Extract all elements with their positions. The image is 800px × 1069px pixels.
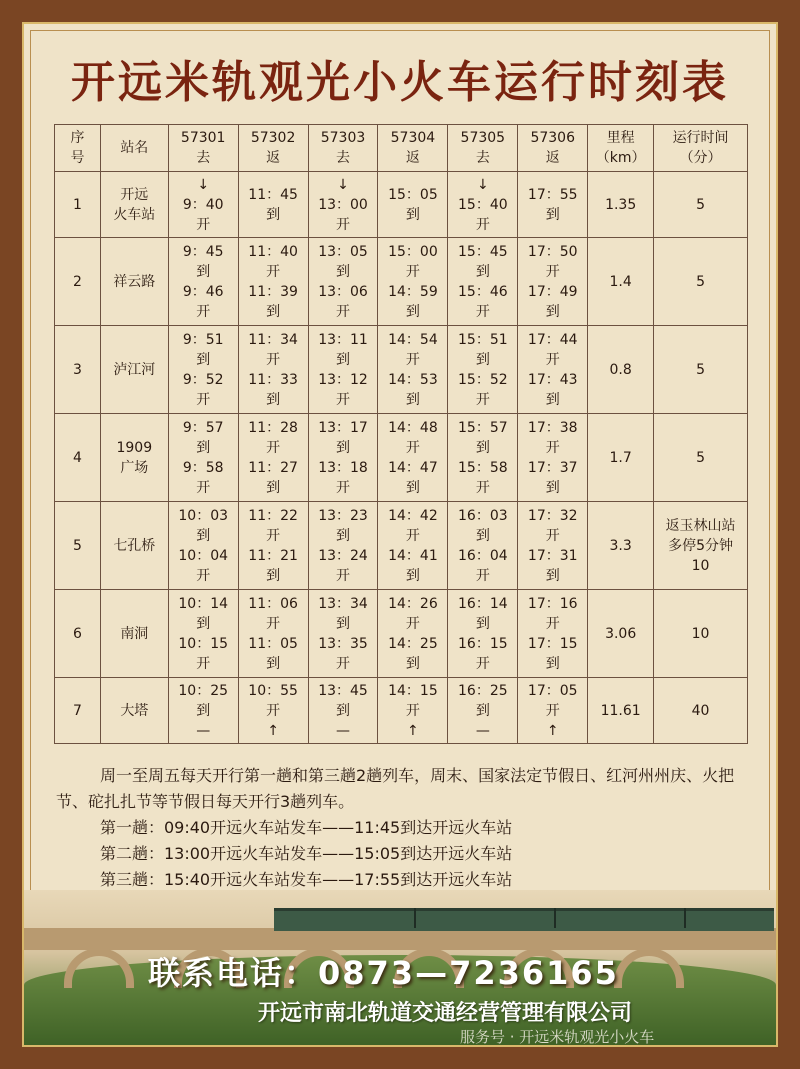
header-train-57302 <box>238 125 308 172</box>
row-station: 开远 火车站 <box>100 172 168 238</box>
table-row <box>55 326 748 414</box>
row-seq: 6 <box>55 590 101 678</box>
time-cell: 14：48 开 14：47 到 <box>378 414 448 502</box>
viaduct <box>24 928 776 950</box>
row-station: 泸江河 <box>100 326 168 414</box>
row-seq: 3 <box>55 326 101 414</box>
train-direction: 返 <box>266 150 281 166</box>
time-cell: 11：40 开 11：39 到 <box>238 238 308 326</box>
time-cell: 17：50 开 17：49 到 <box>518 238 588 326</box>
time-cell: 13：05 到 13：06 开 <box>308 238 378 326</box>
header-station: 站名 <box>100 125 168 172</box>
row-mileage: 3.06 <box>588 590 654 678</box>
page-title: 开远米轨观光小火车运行时刻表 <box>71 57 729 108</box>
row-runtime: 10 <box>654 590 748 678</box>
time-cell: 17：55 到 <box>518 172 588 238</box>
table-row <box>55 414 748 502</box>
time-cell: 10：03 到 10：04 开 <box>168 502 238 590</box>
header-train-57303 <box>308 125 378 172</box>
time-cell: 17：44 开 17：43 到 <box>518 326 588 414</box>
train-number: 57304 <box>390 130 436 146</box>
time-cell: 13：11 到 13：12 开 <box>308 326 378 414</box>
time-cell: 16：25 到 — <box>448 678 518 744</box>
time-cell: 9：45 到 9：46 开 <box>168 238 238 326</box>
time-cell: 14：26 开 14：25 到 <box>378 590 448 678</box>
table-row <box>55 172 748 238</box>
timetable-body <box>55 172 748 744</box>
time-cell: 9：51 到 9：52 开 <box>168 326 238 414</box>
row-mileage: 1.7 <box>588 414 654 502</box>
row-seq: 2 <box>55 238 101 326</box>
time-cell: 15：45 到 15：46 开 <box>448 238 518 326</box>
train-number: 57302 <box>250 130 296 146</box>
row-station: 南洞 <box>100 590 168 678</box>
table-row <box>55 238 748 326</box>
table-row <box>55 590 748 678</box>
time-cell: ↓ 9：40 开 <box>168 172 238 238</box>
time-cell: 13：45 到 — <box>308 678 378 744</box>
time-cell: 14：54 开 14：53 到 <box>378 326 448 414</box>
time-cell: 11：28 开 11：27 到 <box>238 414 308 502</box>
row-station: 1909 广场 <box>100 414 168 502</box>
table-row <box>55 678 748 744</box>
train-direction: 去 <box>336 150 351 166</box>
train-car-joint <box>554 908 556 928</box>
time-cell: 11：22 开 11：21 到 <box>238 502 308 590</box>
time-cell: 10：25 到 — <box>168 678 238 744</box>
train-number: 57301 <box>180 130 226 146</box>
notes-section <box>56 763 756 893</box>
row-seq: 7 <box>55 678 101 744</box>
row-runtime: 返玉林山站 多停5分钟 10 <box>654 502 748 590</box>
time-cell: ↓ 15：40 开 <box>448 172 518 238</box>
trip-line-1: 第一趟：09:40开远火车站发车——11:45到达开远火车站 <box>100 818 513 837</box>
header-train-57304 <box>378 125 448 172</box>
row-station: 七孔桥 <box>100 502 168 590</box>
row-seq: 4 <box>55 414 101 502</box>
contact-phone: 联系电话：0873—7236165 <box>148 954 619 992</box>
time-cell: 16：14 到 16：15 开 <box>448 590 518 678</box>
time-cell: 15：57 到 15：58 开 <box>448 414 518 502</box>
trip-line-2: 第二趟：13:00开远火车站发车——15:05到达开远火车站 <box>100 844 513 863</box>
time-cell: 11：45 到 <box>238 172 308 238</box>
time-cell: 13：23 到 13：24 开 <box>308 502 378 590</box>
row-runtime: 40 <box>654 678 748 744</box>
viaduct-arch <box>614 948 684 988</box>
timetable <box>54 124 748 744</box>
row-runtime: 5 <box>654 326 748 414</box>
time-cell: 16：03 到 16：04 开 <box>448 502 518 590</box>
row-runtime: 5 <box>654 172 748 238</box>
time-cell: 17：05 开 ↑ <box>518 678 588 744</box>
time-cell: 17：16 开 17：15 到 <box>518 590 588 678</box>
trip-line-3: 第三趟：15:40开远火车站发车——17:55到达开远火车站 <box>100 870 513 889</box>
row-station: 祥云路 <box>100 238 168 326</box>
time-cell: 11：34 开 11：33 到 <box>238 326 308 414</box>
train-direction: 去 <box>475 150 490 166</box>
train-car-joint <box>684 908 686 928</box>
row-runtime: 5 <box>654 414 748 502</box>
time-cell: 10：14 到 10：15 开 <box>168 590 238 678</box>
row-runtime: 5 <box>654 238 748 326</box>
time-cell: 13：17 到 13：18 开 <box>308 414 378 502</box>
time-cell: 14：15 开 ↑ <box>378 678 448 744</box>
header-seq: 序 号 <box>55 125 101 172</box>
train-number: 57306 <box>530 130 575 146</box>
time-cell: 13：34 到 13：35 开 <box>308 590 378 678</box>
train-car-joint <box>414 908 416 928</box>
row-seq: 1 <box>55 172 101 238</box>
train <box>274 908 774 931</box>
time-cell: 14：42 开 14：41 到 <box>378 502 448 590</box>
header-train-57301 <box>168 125 238 172</box>
table-row <box>55 502 748 590</box>
header-mileage: 里程 （km） <box>588 125 654 172</box>
row-mileage: 0.8 <box>588 326 654 414</box>
time-cell: 10：55 开 ↑ <box>238 678 308 744</box>
row-mileage: 3.3 <box>588 502 654 590</box>
header-train-57306 <box>518 125 588 172</box>
watermark: 服务号 · 开远米轨观光小火车 <box>460 1028 655 1046</box>
row-mileage: 1.4 <box>588 238 654 326</box>
notes-summary: 周一至周五每天开行第一趟和第三趟2趟列车，周末、国家法定节假日、红河州州庆、火把节、砣扎扎节等节假日每天开行3趟列车。 <box>56 766 735 811</box>
train-direction: 返 <box>405 150 420 166</box>
time-cell: 9：57 到 9：58 开 <box>168 414 238 502</box>
viaduct-arch <box>64 948 134 988</box>
time-cell: 15：05 到 <box>378 172 448 238</box>
header-train-57305 <box>448 125 518 172</box>
row-station: 大塔 <box>100 678 168 744</box>
row-seq: 5 <box>55 502 101 590</box>
train-direction: 返 <box>545 150 560 166</box>
header-runtime: 运行时间 （分） <box>654 125 748 172</box>
train-direction: 去 <box>196 150 211 166</box>
time-cell: 17：38 开 17：37 到 <box>518 414 588 502</box>
time-cell: 11：06 开 11：05 到 <box>238 590 308 678</box>
train-number: 57303 <box>320 130 366 146</box>
time-cell: ↓ 13：00 开 <box>308 172 378 238</box>
row-mileage: 1.35 <box>588 172 654 238</box>
table-header-row <box>55 125 748 172</box>
company-name: 开远市南北轨道交通经营管理有限公司 <box>258 1001 633 1026</box>
train-number: 57305 <box>460 130 506 146</box>
row-mileage: 11.61 <box>588 678 654 744</box>
time-cell: 17：32 开 17：31 到 <box>518 502 588 590</box>
time-cell: 15：00 开 14：59 到 <box>378 238 448 326</box>
time-cell: 15：51 到 15：52 开 <box>448 326 518 414</box>
